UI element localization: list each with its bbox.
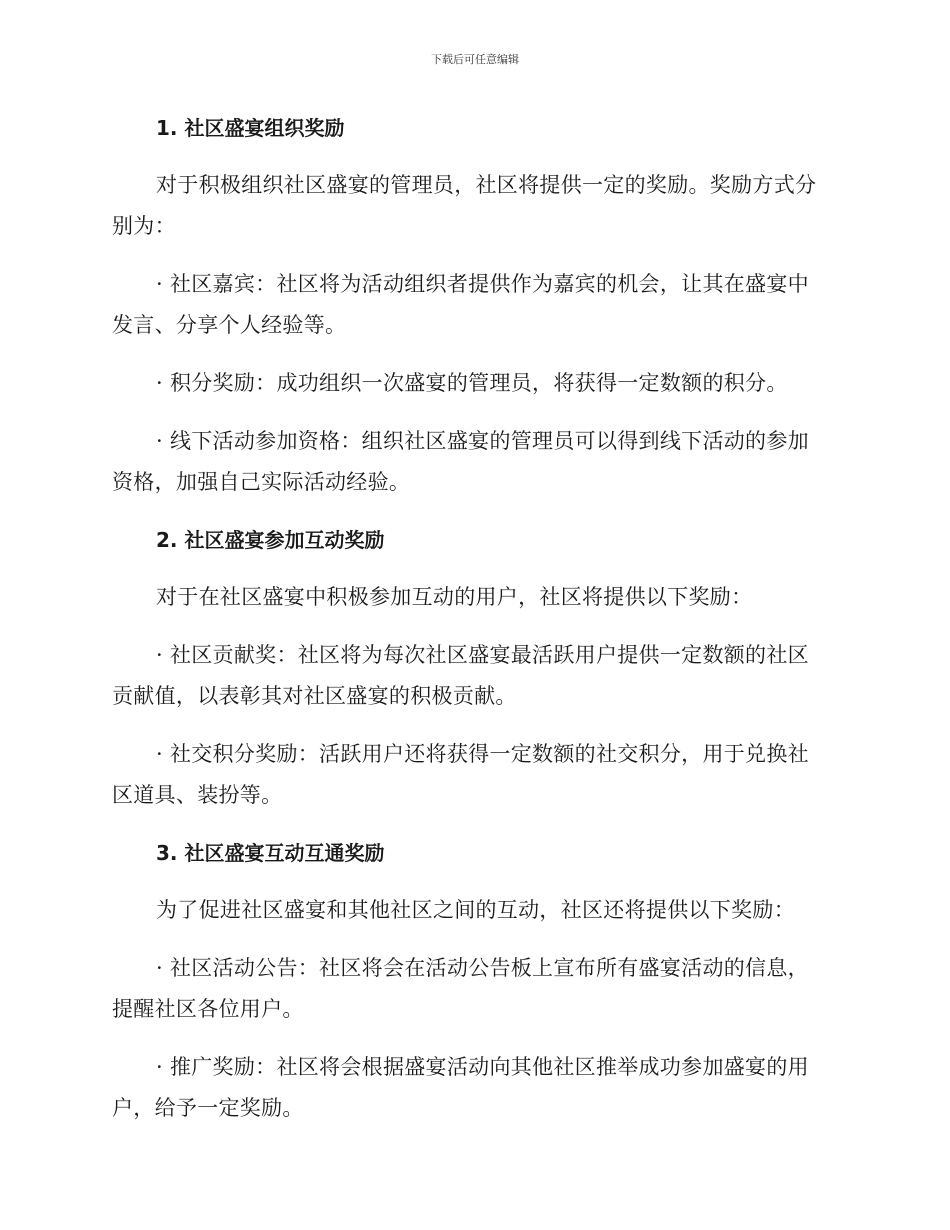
page-header: 下载后可任意编辑 xyxy=(431,53,519,66)
document-body xyxy=(112,108,828,1146)
bullet-item: · 社区活动公告：社区将会在活动公告板上宣布所有盛宴活动的信息，提醒社区各位用户。 xyxy=(112,956,809,1021)
paragraph: 对于积极组织社区盛宴的管理员，社区将提供一定的奖励。奖励方式分别为： xyxy=(112,173,817,238)
bullet-item: · 社区嘉宾：社区将为活动组织者提供作为嘉宾的机会，让其在盛宴中发言、分享个人经验等。 xyxy=(112,272,809,337)
bullet-item: · 推广奖励：社区将会根据盛宴活动向其他社区推举成功参加盛宴的用户，给予一定奖励。 xyxy=(112,1055,809,1120)
section-heading: 1. 社区盛宴组织奖励 xyxy=(156,116,345,140)
bullet-item: · 社交积分奖励：活跃用户还将获得一定数额的社交积分，用于兑换社区道具、装扮等。 xyxy=(112,742,809,807)
section-participation-reward xyxy=(112,520,828,816)
section-heading: 3. 社区盛宴互动互通奖励 xyxy=(156,841,385,865)
section-heading: 2. 社区盛宴参加互动奖励 xyxy=(156,528,385,552)
section-organize-reward xyxy=(112,108,828,503)
bullet-item: · 社区贡献奖：社区将为每次社区盛宴最活跃用户提供一定数额的社区贡献值，以表彰其对社区盛宴的积极贡献。 xyxy=(112,643,809,708)
section-interconnect-reward xyxy=(112,833,828,1129)
bullet-item: · 积分奖励：成功组织一次盛宴的管理员，将获得一定数额的积分。 xyxy=(156,371,788,395)
paragraph: 为了促进社区盛宴和其他社区之间的互动，社区还将提供以下奖励： xyxy=(156,898,795,922)
bullet-item: · 线下活动参加资格：组织社区盛宴的管理员可以得到线下活动的参加资格，加强自己实际活动经验。 xyxy=(112,429,809,494)
paragraph: 对于在社区盛宴中积极参加互动的用户，社区将提供以下奖励： xyxy=(156,585,753,609)
